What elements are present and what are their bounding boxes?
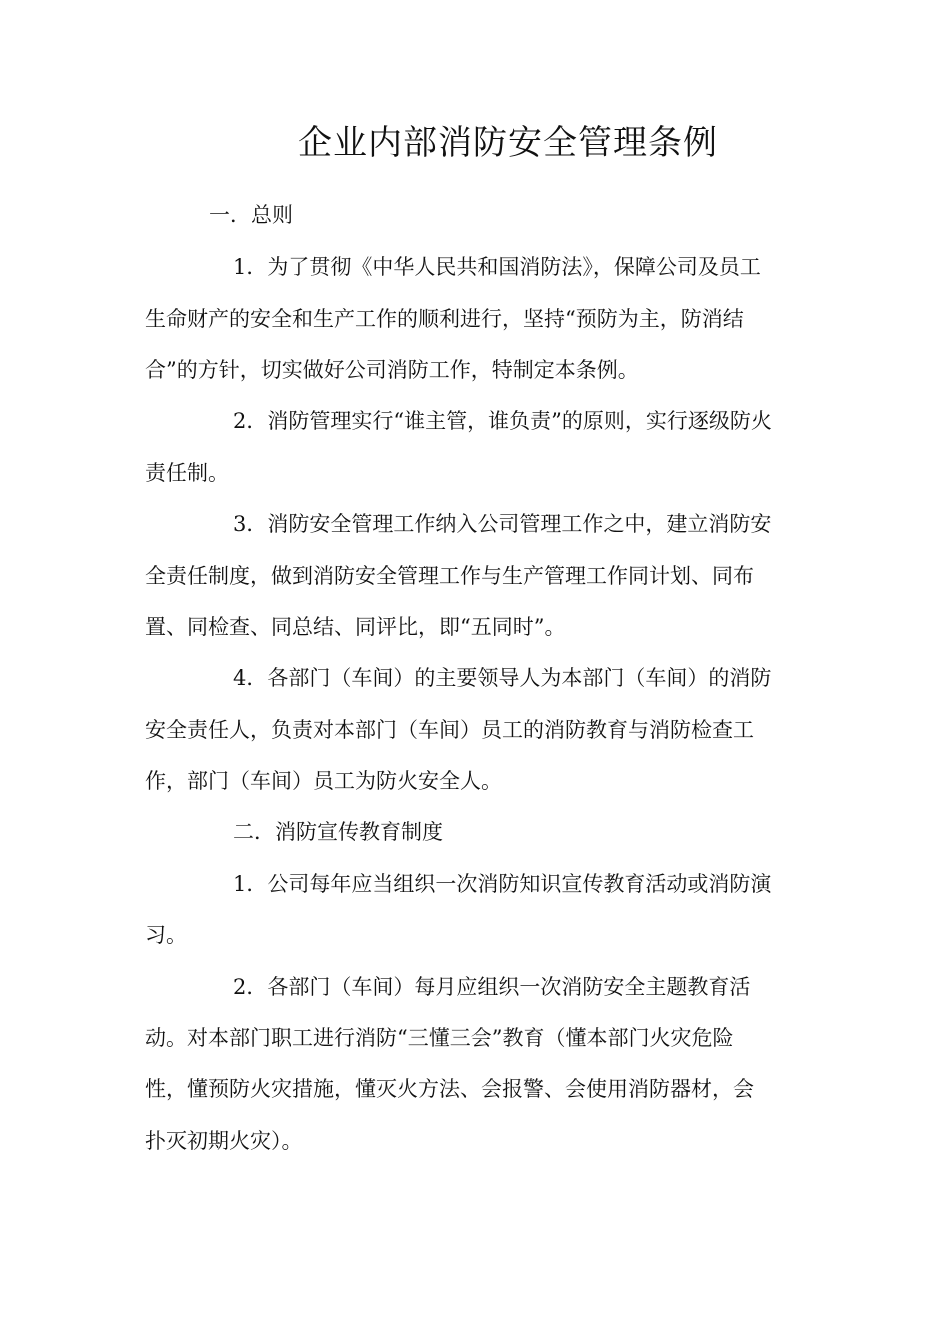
paragraph-line: 置、同检查、同总结、同评比，即“五同时”。 <box>145 615 566 639</box>
paragraph-line: 生命财产的安全和生产工作的顺利进行，坚持“预防为主，防消结 <box>145 307 744 331</box>
paragraph-line: 4．各部门（车间）的主要领导人为本部门（车间）的消防 <box>233 666 772 690</box>
paragraph-line: 全责任制度，做到消防安全管理工作与生产管理工作同计划、同布 <box>145 564 754 588</box>
paragraph-line: 责任制。 <box>145 461 229 485</box>
paragraph-line: 扑灭初期火灾）。 <box>145 1129 303 1153</box>
paragraph-line: 2．各部门（车间）每月应组织一次消防安全主题教育活 <box>233 975 751 999</box>
section-heading-fire-education: 二．消防宣传教育制度 <box>233 820 443 844</box>
paragraph-line: 安全责任人，负责对本部门（车间）员工的消防教育与消防检查工 <box>145 718 754 742</box>
paragraph-line: 2．消防管理实行“谁主管，谁负责”的原则，实行逐级防火 <box>233 409 772 433</box>
document-title: 企业内部消防安全管理条例 <box>298 123 718 163</box>
paragraph-line: 1．为了贯彻《中华人民共和国消防法》，保障公司及员工 <box>233 255 761 279</box>
paragraph-line: 习。 <box>145 923 187 947</box>
section-heading-general: 一．总则 <box>209 203 293 227</box>
paragraph-line: 3．消防安全管理工作纳入公司管理工作之中，建立消防安 <box>233 512 772 536</box>
paragraph-line: 合”的方针，切实做好公司消防工作，特制定本条例。 <box>145 358 639 382</box>
paragraph-line: 动。对本部门职工进行消防“三懂三会”教育（懂本部门火灾危险 <box>145 1026 734 1050</box>
paragraph-line: 1．公司每年应当组织一次消防知识宣传教育活动或消防演 <box>233 872 772 896</box>
paragraph-line: 性，懂预防火灾措施，懂灭火方法、会报警、会使用消防器材，会 <box>145 1077 754 1101</box>
paragraph-line: 作，部门（车间）员工为防火安全人。 <box>145 769 502 793</box>
